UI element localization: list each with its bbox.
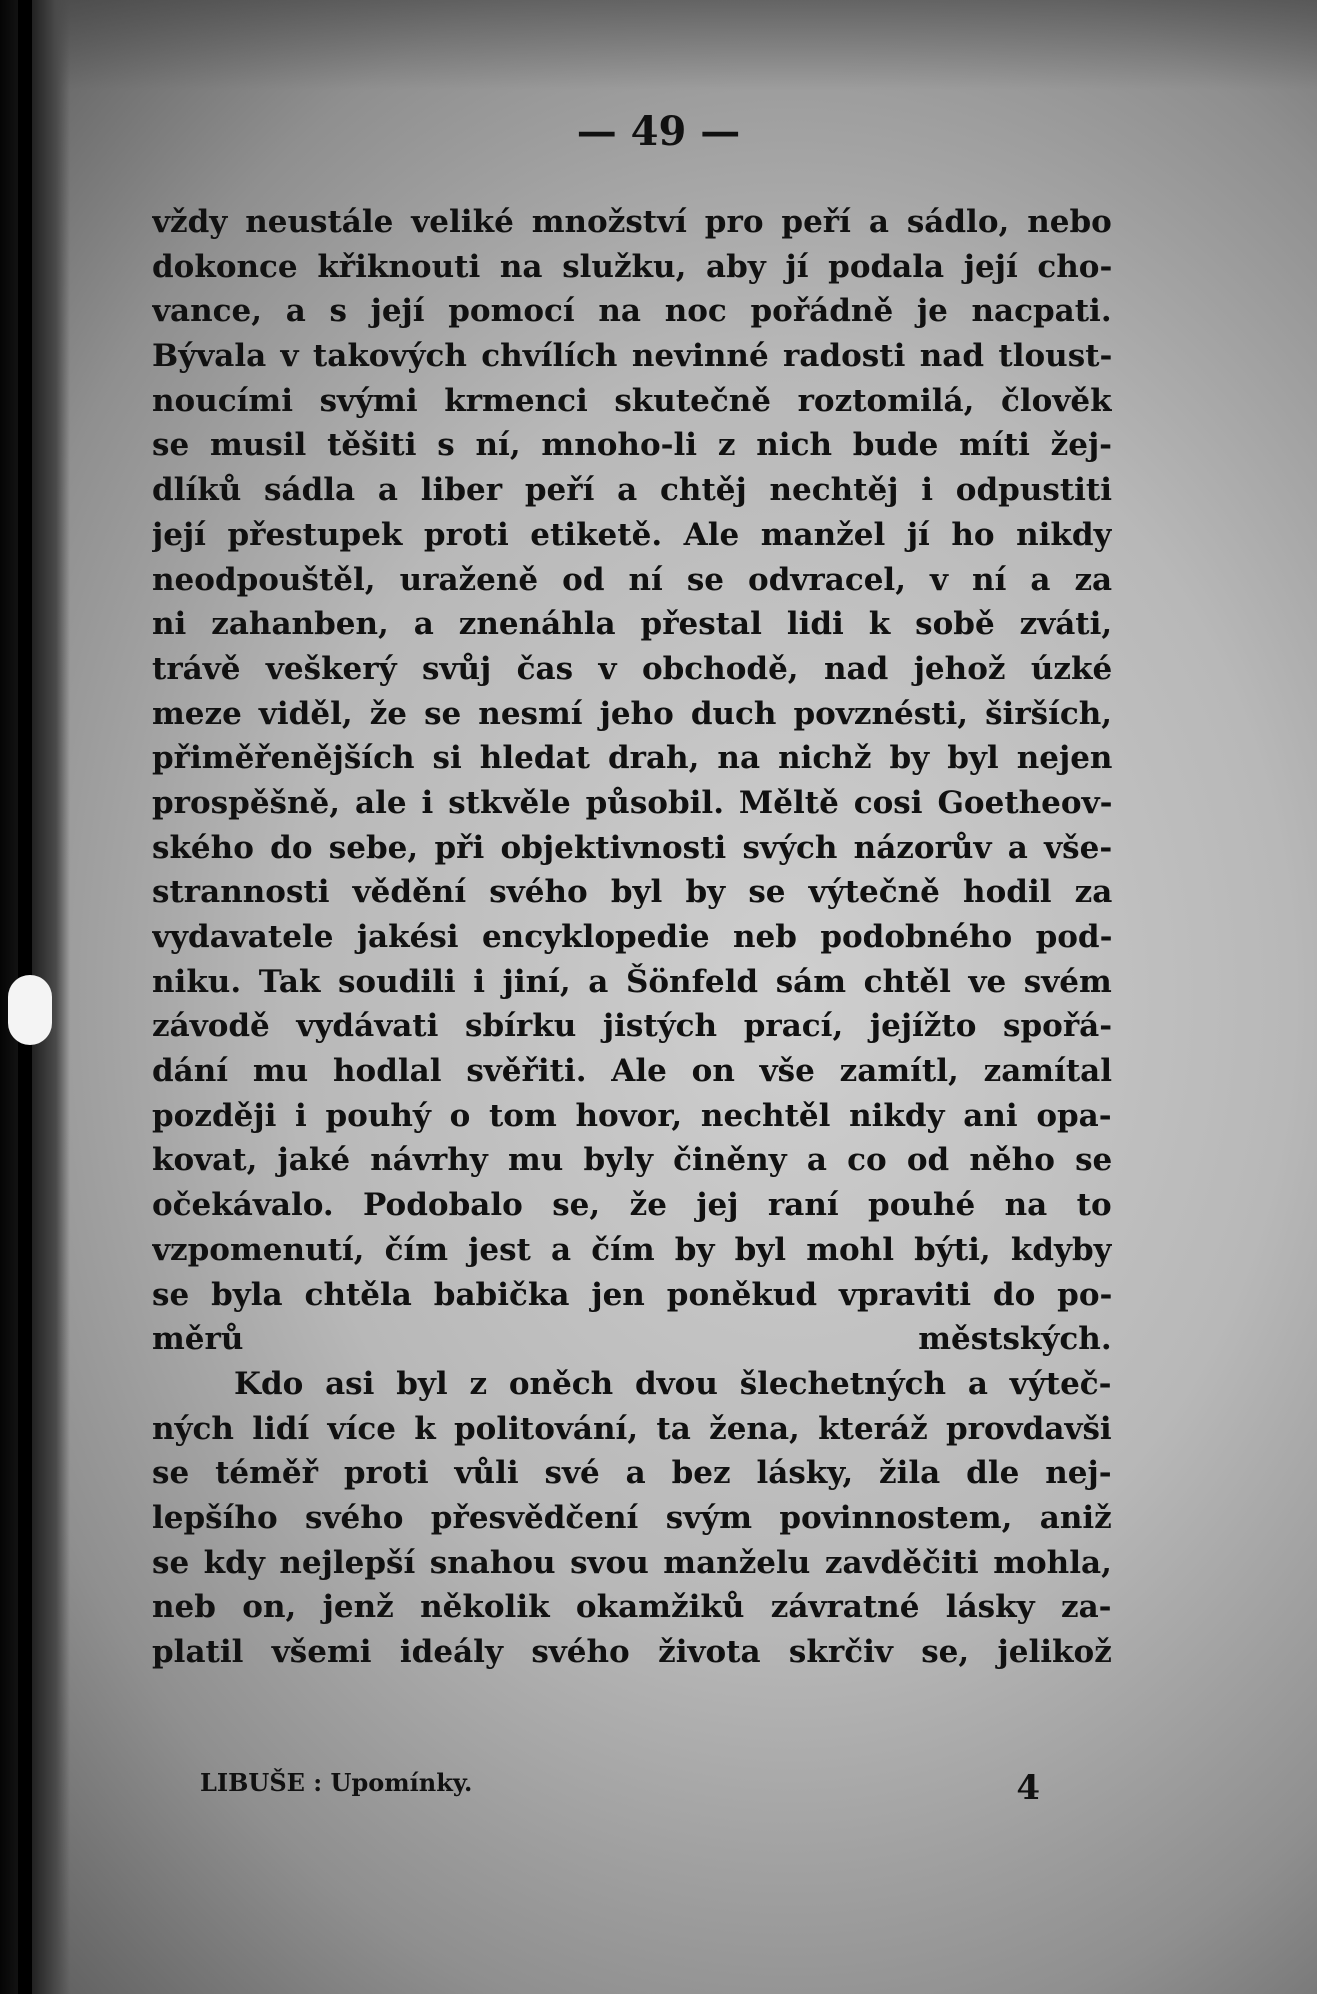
text-line: Kdo asi byl z oněch dvou šlechetných a výteč- <box>234 1365 1112 1402</box>
text-line: dokonce křiknouti na služku, aby jí podala její cho- <box>152 248 1112 285</box>
text-line: dlíků sádla a liber peří a chtěj nechtěj i odpustiti <box>152 472 1112 509</box>
text-line: se kdy nejlepší snahou svou manželu zavděčiti mohla, <box>152 1544 1112 1581</box>
text-line: meze viděl, že se nesmí jeho duch povznésti, širších, <box>152 695 1112 732</box>
text-line: neb on, jenž několik okamžiků závratné lásky za- <box>152 1589 1112 1626</box>
text-line: ni zahanben, a znenáhla přestal lidi k sobě zváti, <box>152 606 1112 643</box>
text-line: se téměř proti vůli své a bez lásky, žila dle nej- <box>152 1455 1112 1492</box>
signature-mark: LIBUŠE : Upomínky. <box>200 1768 473 1797</box>
text-line: ných lidí více k politování, ta žena, kteráž provdavši <box>152 1410 1112 1447</box>
text-line: vydavatele jakési encyklopedie neb podobného pod- <box>152 919 1112 955</box>
text-line: se byla chtěla babička jen poněkud vpraviti do po- <box>152 1276 1112 1313</box>
text-line: se musil těšiti s ní, mnoho-li z nich bude míti žej- <box>152 427 1112 464</box>
text-line: ského do sebe, při objektivnosti svých názorův a vše- <box>152 829 1112 866</box>
top-shadow <box>0 0 1317 90</box>
text-line: strannosti vědění svého byl by se výtečně hodil za <box>152 874 1112 911</box>
sheet-number: 4 <box>1016 1768 1040 1808</box>
text-line: Bývala v takových chvílích nevinné radosti nad tloust- <box>152 338 1112 375</box>
body-text <box>152 200 1112 1675</box>
text-line: měrů městských. <box>152 1321 1112 1358</box>
text-line: očekávalo. Podobalo se, že jej raní pouhé na to <box>152 1187 1112 1224</box>
page-number: — 49 — <box>576 108 741 155</box>
text-line: přiměřenějších si hledat drah, na nichž by byl nejen <box>152 740 1112 777</box>
text-line: později i pouhý o tom hovor, nechtěl nikdy ani opa- <box>152 1097 1112 1134</box>
text-line: její přestupek proti etiketě. Ale manžel jí ho nikdy <box>152 516 1112 553</box>
text-line: vždy neustále veliké množství pro peří a sádlo, nebo <box>152 204 1112 240</box>
text-line: platil všemi ideály svého života skrčiv se, jelikož <box>152 1634 1112 1670</box>
text-line: prospěšně, ale i stkvěle působil. Měltě cosi Goetheov- <box>152 784 1112 821</box>
text-line: neodpouštěl, uraženě od ní se odvracel, v ní a za <box>152 561 1112 598</box>
text-line: dání mu hodlal svěřiti. Ale on vše zamítl, zamítal <box>152 1053 1112 1090</box>
text-line: lepšího svého přesvědčení svým povinnostem, aniž <box>152 1499 1112 1536</box>
text-line: kovat, jaké návrhy mu byly činěny a co od něho se <box>152 1142 1112 1179</box>
text-line: vzpomenutí, čím jest a čím by byl mohl býti, kdyby <box>152 1231 1112 1268</box>
text-line: niku. Tak soudili i jiní, a Šönfeld sám chtěl ve svém <box>152 963 1112 1000</box>
text-line: závodě vydávati sbírku jistých prací, jejížto spořá- <box>152 1008 1112 1045</box>
text-line: vance, a s její pomocí na noc pořádně je nacpati. <box>152 293 1112 330</box>
text-line: noucími svými krmenci skutečně roztomilá, člověk <box>152 382 1112 419</box>
page-tab-marker <box>8 975 52 1045</box>
text-line: trávě veškerý svůj čas v obchodě, nad jehož úzké <box>152 650 1112 687</box>
